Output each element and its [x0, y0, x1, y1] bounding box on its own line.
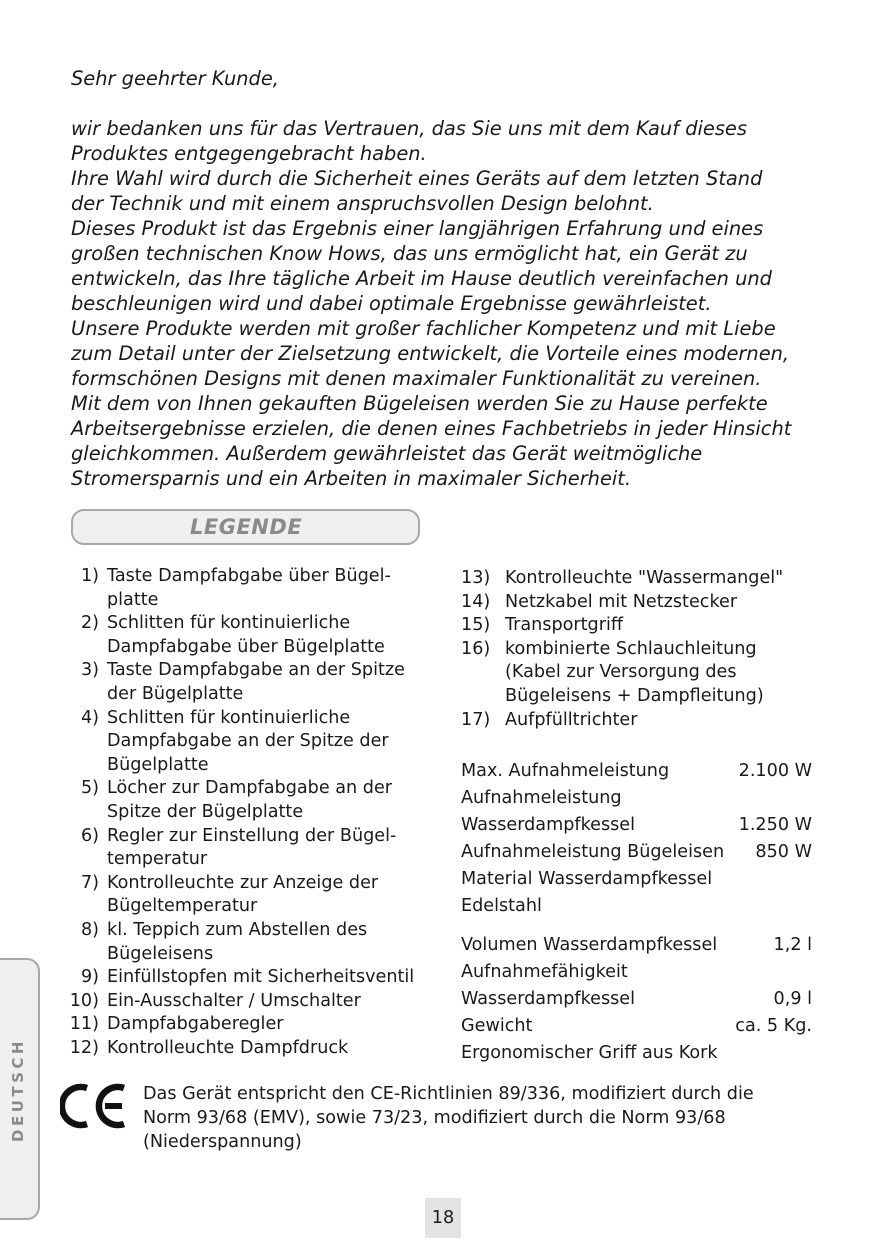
legend-item-text: Löcher zur Dampfabgabe an der Spitze der Bügelplatte	[107, 778, 393, 822]
spec-row	[461, 959, 812, 986]
legend-item	[62, 659, 447, 706]
legend-item-text: kombinierte Schlauchleitung (Kabel zur Versorgung des Bügeleisens + Dampfleitung)	[505, 638, 764, 706]
legend-item	[62, 1013, 447, 1037]
legend-item	[62, 1037, 447, 1061]
legend-item-text: Kontrolleuchte zur Anzeige der Bügeltemperatur	[107, 872, 379, 917]
spec-value: 2.100 W	[738, 761, 812, 781]
legend-item-number: 9)	[80, 967, 99, 988]
spec-row	[461, 758, 812, 785]
legend-title: LEGENDE	[190, 515, 303, 539]
legend-item	[454, 709, 824, 733]
specs-capacity	[461, 932, 812, 1067]
legend-item-number: 3)	[80, 660, 99, 681]
spec-label: Material Wasserdampfkessel	[461, 869, 713, 889]
spec-row	[461, 1013, 812, 1040]
page-number: 18	[425, 1198, 461, 1238]
legend-item-text: Taste Dampfabgabe an der Spitze der Bügelplatte	[107, 660, 405, 704]
language-tab-label: DEUTSCH	[9, 1038, 27, 1142]
legend-list-left	[62, 565, 447, 1060]
spec-label: Gewicht	[461, 1016, 533, 1036]
spec-label: Aufnahmeleistung Bügeleisen	[461, 842, 725, 862]
specs-power	[461, 758, 812, 920]
intro-body: wir bedanken uns für das Vertrauen, das Sie uns mit dem Kauf dieses Produktes entgegengebracht haben. Ihre Wahl wird durch die Sicherheit eines Geräts auf dem letzten Stand der Technik und mit einem anspruchsvollen Design belohnt. Dieses Produkt ist das Ergebnis einer langjährigen Erfahrung und eines großen technischen Know Hows, das uns ermöglicht hat, ein Gerät zu entwickeln, das Ihre tägliche Arbeit im Hause deutlich vereinfachen und beschleunigen wird und dabei optimale Ergebnisse gewährleistet. Unsere Produkte werden mit großer fachlicher Kompetenz und mit Liebe zum Detail unter der Zielsetzung entwickelt, die Vorteile eines modernen, formschönen Designs mit denen maximaler Funktionalität zu vereinen. Mit dem von Ihnen gekauften Bügeleisen werden Sie zu Hause perfekte Arbeitsergebnisse erzielen, die denen eines Fachbetriebs in jeder Hinsicht gleichkommen. Außerdem gewährleistet das Gerät weitmögliche Stromersparnis und ein Arbeiten in maximaler Sicherheit.	[71, 117, 792, 490]
legend-item-text: Taste Dampfabgabe über Bügel- platte	[107, 566, 391, 610]
legend-item-number: 17)	[461, 709, 491, 730]
spec-value: ca. 5 Kg.	[735, 1016, 812, 1036]
legend-item-number: 10)	[69, 990, 99, 1011]
spec-label: Ergonomischer Griff aus Kork	[461, 1043, 718, 1063]
legend-item-number: 15)	[461, 615, 491, 636]
legend-item-number: 4)	[80, 707, 99, 728]
legend-item	[62, 919, 447, 966]
legend-item-number: 16)	[461, 638, 491, 659]
ce-mark-icon	[60, 1080, 128, 1132]
legend-item-text: Kontrolleuchte Dampfdruck	[107, 1037, 349, 1058]
spec-row	[461, 866, 812, 893]
legend-item-text: Netzkabel mit Netzstecker	[505, 591, 738, 612]
legend-item-text: Kontrolleuchte "Wassermangel"	[505, 568, 784, 588]
legend-item	[62, 990, 447, 1014]
legend-item-number: 14)	[461, 591, 491, 612]
spec-label: Wasserdampfkessel	[461, 989, 636, 1009]
spec-row	[461, 986, 812, 1013]
spec-value: 1.250 W	[738, 815, 812, 835]
spec-row	[461, 785, 812, 812]
legend-item	[62, 565, 447, 612]
legend-item-number: 2)	[80, 613, 99, 634]
legend-item-text: Schlitten für kontinuierliche Dampfabgabe über Bügelplatte	[107, 613, 385, 657]
spec-row	[461, 932, 812, 959]
legend-item-text: Ein-Ausschalter / Umschalter	[107, 990, 361, 1011]
legend-item	[454, 591, 824, 615]
legend-item-text: kl. Teppich zum Abstellen des Bügeleisens	[107, 919, 368, 964]
spec-value: 0,9 l	[773, 989, 812, 1009]
spec-value: 1,2 l	[773, 935, 812, 955]
spec-row	[461, 812, 812, 839]
spec-label: Volumen Wasserdampfkessel	[461, 935, 718, 955]
legend-item-text: Aufpfülltrichter	[505, 709, 638, 730]
intro-letter	[71, 66, 841, 491]
legend-item-number: 7)	[80, 872, 99, 893]
legend-item	[454, 567, 824, 591]
legend-item	[62, 825, 447, 872]
spec-label: Max. Aufnahmeleistung	[461, 761, 670, 781]
legend-header	[71, 509, 420, 545]
legend-item	[62, 966, 447, 990]
spec-row	[461, 839, 812, 866]
legend-item	[62, 872, 447, 919]
ce-compliance-text: Das Gerät entspricht den CE-Richtlinien 89/336, modifiziert durch die Norm 93/68 (EMV), sowie 73/23, modifiziert durch die Norm 93/68 (Niederspannung)	[143, 1084, 754, 1152]
legend-item-number: 5)	[80, 778, 99, 799]
legend-item-text: Regler zur Einstellung der Bügel- temperatur	[107, 825, 397, 870]
legend-item-number: 8)	[80, 919, 99, 940]
legend-item-text: Schlitten für kontinuierliche Dampfabgabe an der Spitze der Bügelplatte	[107, 707, 389, 775]
spec-row	[461, 893, 812, 920]
legend-item	[62, 707, 447, 778]
legend-item	[62, 612, 447, 659]
legend-item-number: 13)	[461, 568, 491, 588]
spec-label: Edelstahl	[461, 896, 542, 916]
legend-item-text: Transportgriff	[505, 615, 623, 636]
spec-label: Wasserdampfkessel	[461, 815, 636, 835]
legend-item	[454, 638, 824, 709]
legend-item	[454, 614, 824, 638]
legend-item	[62, 777, 447, 824]
legend-item-number: 11)	[69, 1014, 99, 1035]
salutation: Sehr geehrter Kunde,	[71, 67, 279, 90]
legend-list-right	[454, 567, 824, 732]
legend-item-number: 12)	[69, 1037, 99, 1058]
legend-item-number: 6)	[80, 825, 99, 846]
spec-label: Aufnahmeleistung	[461, 788, 622, 808]
spec-label: Aufnahmefähigkeit	[461, 962, 628, 982]
spec-row	[461, 1040, 812, 1067]
legend-item-number: 1)	[80, 566, 99, 586]
legend-item-text: Einfüllstopfen mit Sicherheitsventil	[107, 967, 415, 988]
spec-value: 850 W	[755, 842, 812, 862]
legend-item-text: Dampfabgaberegler	[107, 1014, 284, 1035]
